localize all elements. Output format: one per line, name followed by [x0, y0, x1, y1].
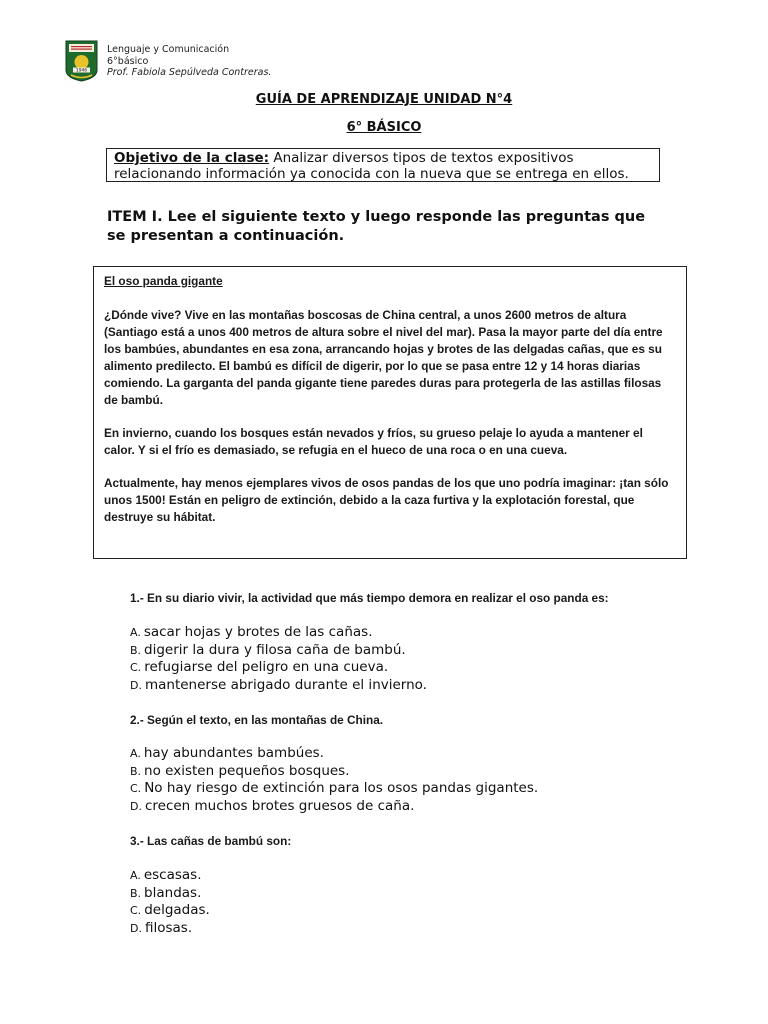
grade-label: 6°básico [107, 55, 149, 67]
option-a: A. hay abundantes bambúes. [130, 745, 324, 761]
passage-paragraph: Actualmente, hay menos ejemplares vivos de osos pandas de los que uno podría imaginar: ¡tan sólo unos 1500! Están en peligro de extinción, debido a la caza furtiva y la explotación forestal, que destruye su hábitat. [104, 476, 669, 524]
question-1-options [130, 624, 427, 694]
option-d: D. filosas. [130, 919, 193, 936]
school-info [107, 44, 271, 79]
option-c: C. No hay riesgo de extinción para los osos pandas gigantes. [130, 780, 539, 796]
question-1: 1.- En su diario vivir, la actividad que más tiempo demora en realizar el oso panda es: [130, 591, 609, 605]
grade-heading: 6° BÁSICO [346, 120, 422, 135]
question-3-options [130, 867, 210, 937]
option-b: B. digerir la dura y filosa caña de bambú. [130, 641, 406, 658]
question-2-options [130, 745, 538, 815]
subject-name: Lenguaje y Comunicación [107, 44, 230, 55]
objective-label: Objetivo de la clase: [114, 150, 270, 166]
option-b: B. no existen pequeños bosques. [130, 762, 350, 779]
option-c: C. delgadas. [130, 902, 210, 918]
reading-passage [93, 266, 687, 559]
option-d: D. mantenerse abrigado durante el invierno. [130, 676, 427, 693]
objective-text: Analizar diversos tipos de textos expositivos relacionando información ya conocida con la nueva que se entrega en ellos. [114, 150, 629, 182]
question-3: 3.- Las cañas de bambú son: [130, 834, 292, 848]
school-crest-logo [65, 40, 98, 82]
passage-paragraph: En invierno, cuando los bosques están nevados y fríos, su grueso pelaje lo ayuda a mantener el calor. Y si el frío es demasiado, se refugia en el hueco de una roca o en una cueva. [104, 426, 643, 457]
item-instructions: ITEM I. Lee el siguiente texto y luego responde las preguntas que se presentan a continuación. [107, 209, 646, 244]
option-d: D. crecen muchos brotes gruesos de caña. [130, 797, 415, 814]
option-a: A. escasas. [130, 867, 202, 883]
logo-year: 1946 [75, 68, 88, 74]
passage-title: El oso panda gigante [104, 274, 223, 288]
option-b: B. blandas. [130, 884, 202, 901]
question-2: 2.- Según el texto, en las montañas de China. [130, 713, 384, 727]
objective-box [106, 148, 660, 182]
option-a: A. sacar hojas y brotes de las cañas. [130, 624, 373, 640]
passage-paragraph: ¿Dónde vive? Vive en las montañas boscosas de China central, a unos 2600 metros de altura (Santiago está a unos 400 metros de altura sobre el nivel del mar). Pasa la mayor parte del día entre los bambúes, abundantes en esa zona, arrancando hojas y brotes de las delgadas cañas, que es su alimento predilecto. El bambú es difícil de digerir, por lo que se pasa entre 12 y 14 horas diarias comiendo. La garganta del panda gigante tiene paredes duras para protegerla de las astillas filosas de bambú. [104, 308, 663, 407]
teacher-name: Prof. Fabiola Sepúlveda Contreras. [107, 67, 272, 78]
guide-title: GUÍA DE APRENDIZAJE UNIDAD N°4 [255, 92, 513, 107]
option-c: C. refugiarse del peligro en una cueva. [130, 659, 389, 675]
